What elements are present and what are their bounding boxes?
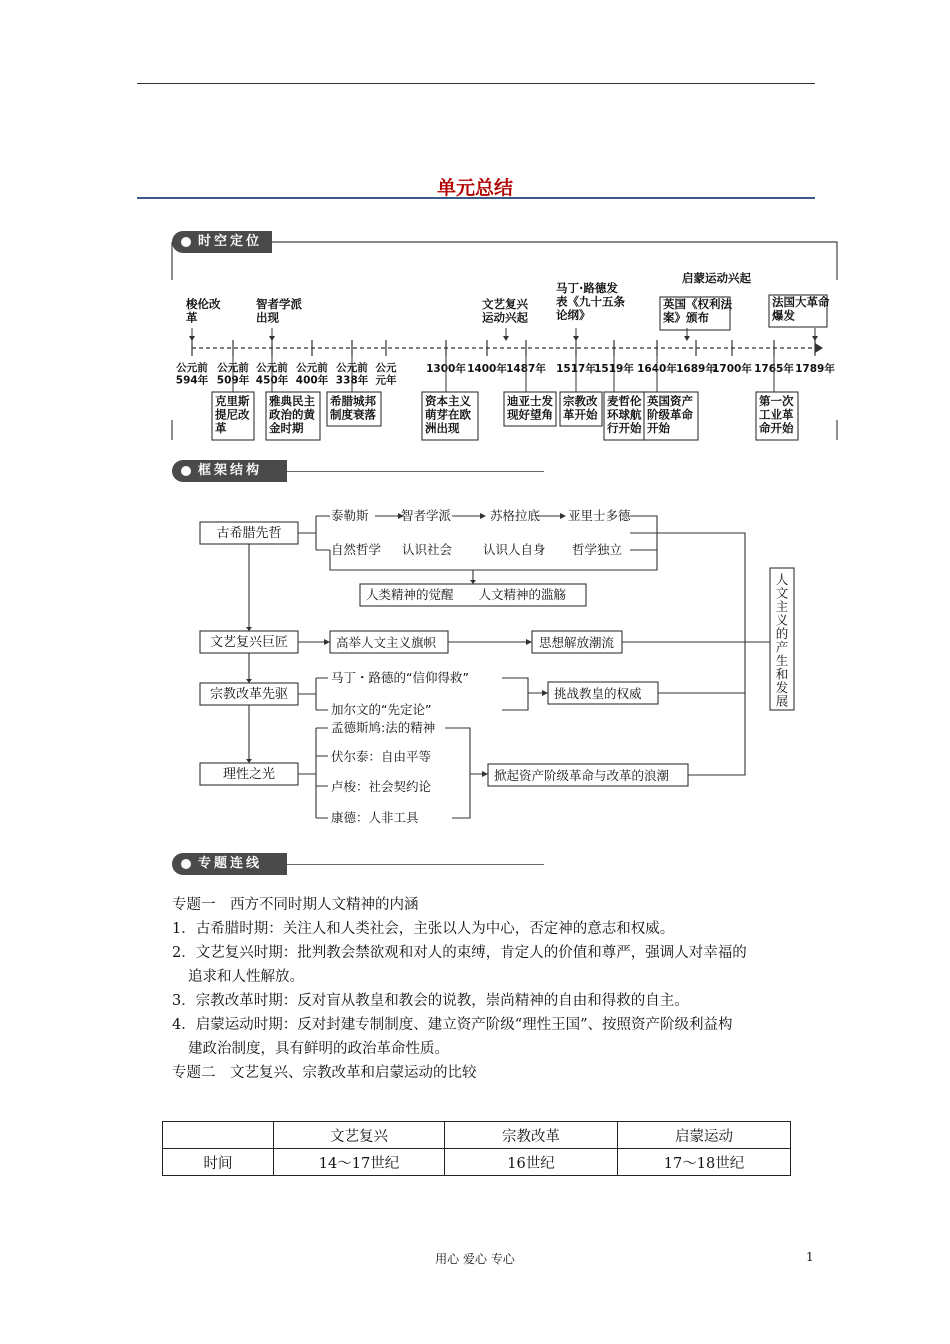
timeline-event-below: 雅典民主 <box>269 394 315 408</box>
timeline-event-below: 麦哲伦 <box>607 394 642 408</box>
tick-label: 509年 <box>216 374 250 387</box>
timeline-event-below: 萌芽在欧 <box>425 407 471 422</box>
timeline-event-below: 工业革 <box>759 407 794 422</box>
timeline-event-above: 英国《权利法 <box>663 297 732 311</box>
tick-label: 1517年 <box>556 363 596 375</box>
timeline-event-below: 开始 <box>647 421 670 435</box>
timeline-event-above: 爆发 <box>772 308 795 323</box>
comparison-table <box>162 1121 791 1176</box>
timeline-event-below: 革 <box>215 421 227 435</box>
framework-node: 挑战教皇的权威 <box>554 686 642 701</box>
framework-node: 苏格拉底 <box>490 508 541 523</box>
topic-2-title: 专题二 文艺复兴、宗教改革和启蒙运动的比较 <box>172 1065 477 1081</box>
timeline-event-below: 资本主义 <box>425 394 471 408</box>
side-label: 的 <box>775 626 789 641</box>
tick-label: 450年 <box>255 374 289 387</box>
table-cell: 启蒙运动 <box>618 1122 791 1149</box>
section-header-timeline: 时空定位 <box>172 231 272 253</box>
page-title: 单元总结 <box>436 177 513 199</box>
side-label: 和 <box>775 666 789 682</box>
framework-node: 加尔文的“先定论” <box>331 702 432 717</box>
framework-diagram <box>190 500 810 835</box>
timeline-event-below: 希腊城邦 <box>330 394 376 408</box>
framework-node: 智者学派 <box>401 508 452 523</box>
tick-label: 1700年 <box>712 363 752 375</box>
timeline-event-above: 法国大革命 <box>772 295 830 309</box>
tick-label: 公元前 <box>296 362 328 374</box>
timeline-event-above: 梭伦改 <box>186 297 221 311</box>
timeline-event-below: 阶级革命 <box>647 407 693 422</box>
table-cell: 文艺复兴 <box>274 1122 445 1149</box>
framework-node: 孟德斯鸠:法的精神 <box>331 720 436 735</box>
timeline-event-above: 出现 <box>256 310 279 325</box>
bullet-icon <box>181 859 191 869</box>
timeline-event-below: 克里斯 <box>215 394 250 408</box>
arrow-head <box>503 336 509 341</box>
framework-node: 泰勒斯 <box>331 508 369 523</box>
timeline-event-below: 第一次 <box>759 394 794 408</box>
topic-1-item: 2．文艺复兴时期：批判教会禁欲观和对人的束缚，肯定人的价值和尊严，强调人对幸福的 <box>172 945 747 961</box>
page-number: 1 <box>806 1250 814 1264</box>
section-underline <box>287 864 544 865</box>
side-label: 展 <box>775 693 789 709</box>
side-label: 人 <box>775 572 789 587</box>
topic-text <box>172 893 822 1085</box>
footer: 用心 爱心 专心 <box>435 1252 515 1266</box>
tick-label: 1519年 <box>594 363 634 375</box>
topic-1-item: 建政治制度，具有鲜明的政治革命性质。 <box>188 1041 449 1057</box>
table-row <box>163 1149 791 1176</box>
timeline-event-below: 革开始 <box>563 407 598 422</box>
tick-label: 1400年 <box>467 363 507 375</box>
bullet-icon <box>181 466 191 476</box>
timeline-event-below: 提尼改 <box>215 407 250 422</box>
framework-node: 伏尔泰：自由平等 <box>331 749 432 764</box>
tick-label: 1765年 <box>754 363 794 375</box>
framework-node: 马丁・路德的“信仰得救” <box>331 670 469 685</box>
topic-1-item: 追求和人性解放。 <box>188 969 304 985</box>
table-cell: 17～18世纪 <box>618 1149 791 1176</box>
table-cell: 宗教改革 <box>445 1122 618 1149</box>
table-cell: 时间 <box>163 1149 274 1176</box>
timeline-event-below: 行开始 <box>607 421 642 435</box>
framework-node: 哲学独立 <box>572 542 623 557</box>
table-cell: 16世纪 <box>445 1149 618 1176</box>
framework-node: 亚里士多德 <box>568 508 631 523</box>
topic-1-item: 4．启蒙运动时期：反对封建专制制度、建立资产阶级“理性王国”、按照资产阶级利益构 <box>172 1017 733 1033</box>
section-header-topics: 专题连线 <box>172 853 287 875</box>
side-label: 文 <box>775 585 789 601</box>
timeline-event-above: 革 <box>186 310 198 325</box>
table-cell <box>163 1122 274 1149</box>
framework-node: 文艺复兴巨匠 <box>209 635 289 650</box>
side-label: 发 <box>775 680 789 695</box>
timeline-event-above: 马丁·路德发 <box>556 281 618 295</box>
timeline-ticks <box>176 271 836 440</box>
timeline-event-above: 论纲》 <box>556 308 591 322</box>
section-underline <box>287 471 544 472</box>
timeline-event-below: 宗教改 <box>563 394 598 408</box>
side-label: 主 <box>775 599 789 614</box>
arrow-head <box>684 336 690 341</box>
timeline-event-above: 启蒙运动兴起 <box>682 271 751 285</box>
table-header-row <box>163 1122 791 1149</box>
framework-node: 自然哲学 <box>331 542 382 557</box>
framework-node: 卢梭：社会契约论 <box>331 779 432 794</box>
tick-label: 1789年 <box>795 363 835 375</box>
framework-node: 人类精神的觉醒 人文精神的滥觞 <box>366 587 567 602</box>
framework-node: 思想解放潮流 <box>539 635 615 650</box>
tick-label: 公元前 <box>176 362 208 374</box>
top-rule <box>137 83 815 84</box>
side-label: 义 <box>775 612 789 628</box>
timeline-event-below: 洲出现 <box>425 421 460 435</box>
timeline-event-below: 英国资产 <box>647 394 693 408</box>
topic-1-item: 1．古希腊时期：关注人和人类社会，主张以人为中心，否定神的意志和权威。 <box>172 921 675 937</box>
tick-label: 338年 <box>335 374 369 387</box>
arrow-head <box>812 336 818 341</box>
timeline-diagram <box>160 240 850 450</box>
tick-label: 元年 <box>375 374 397 387</box>
framework-node: 认识人自身 <box>483 542 546 557</box>
timeline-event-below: 命开始 <box>759 421 794 435</box>
arrow-head <box>573 336 579 341</box>
table-cell: 14～17世纪 <box>274 1149 445 1176</box>
timeline-event-below: 金时期 <box>269 421 304 435</box>
tick-label: 公元前 <box>336 362 368 374</box>
tick-label: 1487年 <box>506 363 546 375</box>
framework-node: 理性之光 <box>222 767 276 782</box>
arrow-head <box>269 336 275 341</box>
timeline-event-above: 案》颁布 <box>663 310 709 325</box>
topic-1-item: 3．宗教改革时期：反对盲从教皇和教会的说教，崇尚精神的自由和得救的自主。 <box>172 993 689 1009</box>
timeline-event-above: 文艺复兴 <box>482 297 528 311</box>
tick-label: 594年 <box>175 374 209 387</box>
framework-node: 康德：人非工具 <box>331 810 419 825</box>
tick-label: 公元前 <box>256 362 288 374</box>
framework-node: 掀起资产阶级革命与改革的浪潮 <box>494 768 670 783</box>
timeline-event-above: 智者学派 <box>256 297 302 311</box>
tick-label: 公元前 <box>217 362 249 374</box>
timeline-event-above: 运动兴起 <box>482 310 528 325</box>
topic-1-title: 专题一 西方不同时期人文精神的内涵 <box>172 897 419 913</box>
framework-node: 认识社会 <box>402 542 453 557</box>
tick-label: 公元 <box>375 362 397 374</box>
side-label: 生 <box>775 653 789 668</box>
timeline-event-below: 迪亚士发 <box>507 394 553 408</box>
side-label: 产 <box>775 639 789 655</box>
tick-label: 1689年 <box>676 363 716 375</box>
framework-node: 宗教改革先驱 <box>209 687 289 702</box>
timeline-event-above: 表《九十五条 <box>556 294 625 309</box>
tick-label: 1640年 <box>637 363 677 375</box>
timeline-event-below: 制度衰落 <box>330 407 376 422</box>
tick-label: 400年 <box>295 374 329 387</box>
title-rule <box>137 197 815 199</box>
framework-node: 古希腊先哲 <box>216 526 282 541</box>
arrow-head <box>189 336 195 341</box>
section-header-framework: 框架结构 <box>172 460 287 482</box>
timeline-event-below: 政治的黄 <box>269 407 315 422</box>
framework-node: 高举人文主义旗帜 <box>336 635 437 650</box>
tick-label: 1300年 <box>426 363 466 375</box>
timeline-event-below: 环球航 <box>607 407 642 422</box>
timeline-event-below: 现好望角 <box>507 407 553 422</box>
